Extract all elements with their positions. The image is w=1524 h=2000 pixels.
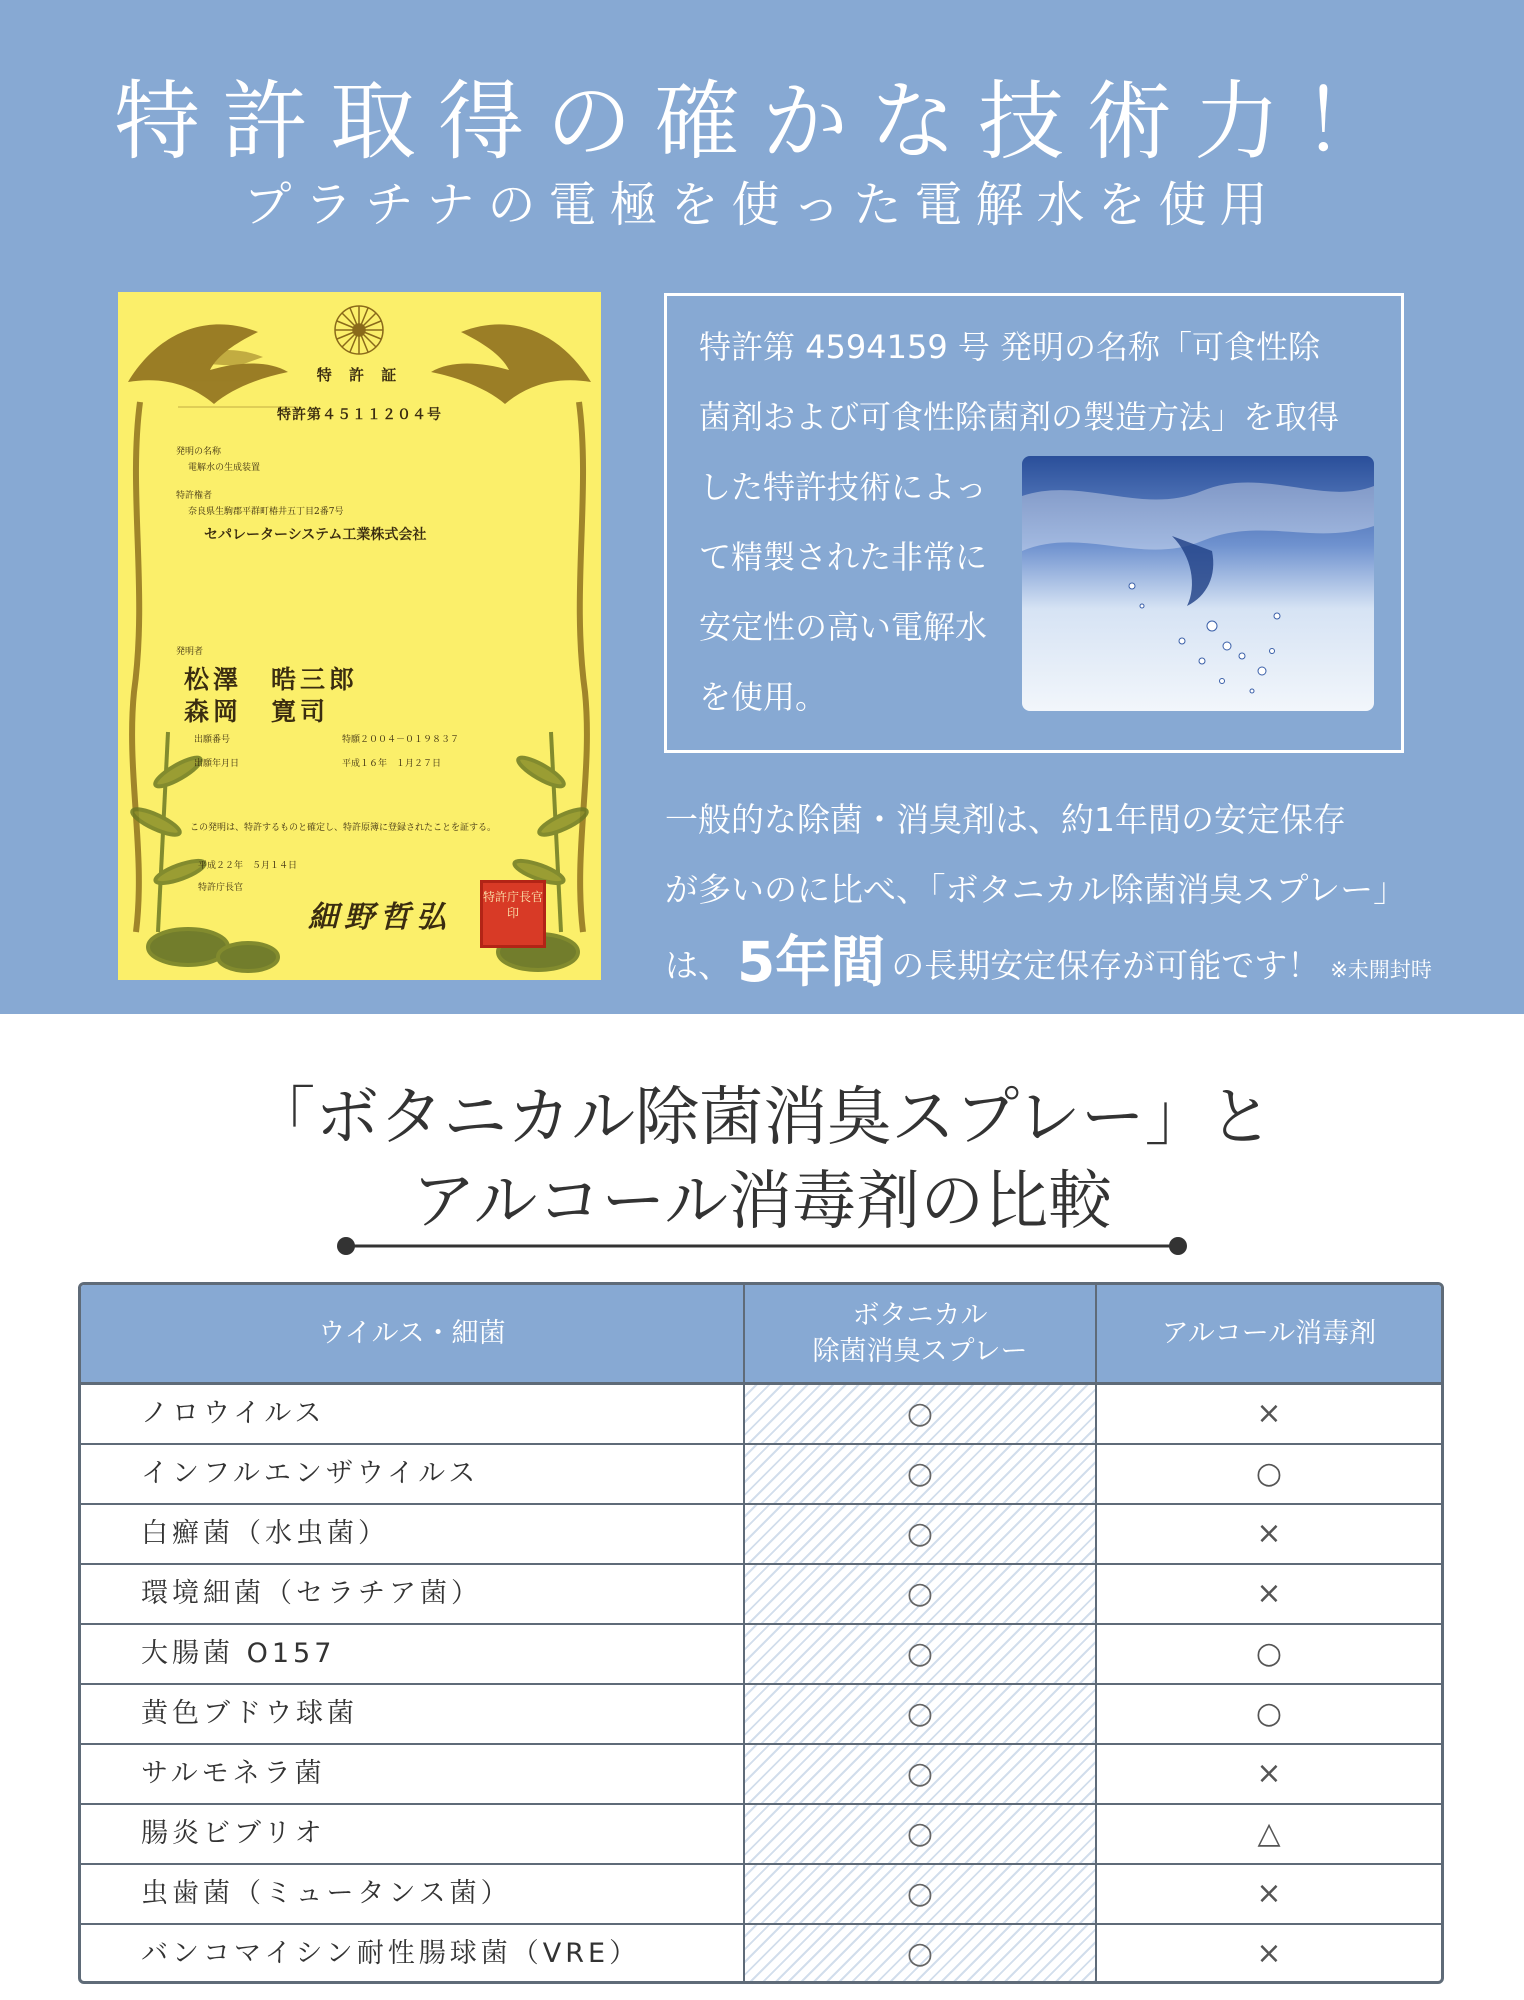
certificate-registration-date: 平成２２年 ５月１４日 <box>198 861 298 871</box>
row-botanical-result: ○ <box>745 1505 1095 1563</box>
certificate-application-number: 特願２００４－０１９８３７ <box>342 735 460 745</box>
row-organism: 黄色ブドウ球菌 <box>141 1698 358 1729</box>
row-organism: 虫歯菌（ミュータンス菌） <box>141 1878 512 1909</box>
row-alcohol-result: ○ <box>1255 1696 1283 1731</box>
row-botanical-result: ○ <box>745 1925 1095 1983</box>
certificate-invention: 電解水の生成装置 <box>188 463 261 473</box>
header-botanical-line-1: ボタニカル <box>852 1299 988 1331</box>
row-alcohol-result: × <box>1256 1936 1282 1971</box>
row-botanical-result: ○ <box>745 1625 1095 1683</box>
table-row <box>81 1745 1441 1805</box>
row-organism: 大腸菌 O157 <box>141 1638 336 1669</box>
certificate-title: 特 許 証 <box>316 366 403 384</box>
comparison-title-line-2: アルコール消毒剤の比較 <box>411 1165 1113 1239</box>
statement-suffix: の長期安定保存が可能です！ <box>891 946 1321 985</box>
table-row <box>81 1685 1441 1745</box>
certificate-company: セパレーターシステム工業株式会社 <box>204 527 427 543</box>
certificate-seal: 特許庁長官印 <box>480 880 546 948</box>
row-botanical-result: ○ <box>745 1805 1095 1863</box>
patent-info-box <box>664 293 1404 753</box>
row-alcohol-result: × <box>1256 1876 1282 1911</box>
table-row <box>81 1805 1441 1865</box>
row-alcohol-result: × <box>1256 1576 1282 1611</box>
certificate-inventor-1: 松澤 晧三郎 <box>184 665 359 694</box>
row-organism: 白癬菌（水虫菌） <box>141 1518 389 1549</box>
row-alcohol-result: △ <box>1257 1816 1281 1851</box>
row-botanical-result: ○ <box>745 1685 1095 1743</box>
row-organism: ノロウイルス <box>141 1398 326 1429</box>
info-line-3: した特許技術によっ <box>699 468 988 506</box>
table-header <box>81 1285 1441 1385</box>
row-organism: 腸炎ビブリオ <box>141 1818 326 1849</box>
row-botanical-result: ○ <box>745 1745 1095 1803</box>
row-alcohol-result: × <box>1256 1756 1282 1791</box>
row-botanical-result: ○ <box>745 1565 1095 1623</box>
table-row <box>81 1505 1441 1565</box>
row-organism: バンコマイシン耐性腸球菌（VRE） <box>141 1938 641 1969</box>
certificate-statement: この発明は、特許するものと確定し、特許原簿に登録されたことを証する。 <box>190 823 497 833</box>
table-row <box>81 1625 1441 1685</box>
chrysanthemum-crest-icon <box>335 306 383 354</box>
row-alcohol-result: ○ <box>1255 1636 1283 1671</box>
comparison-table <box>78 1282 1444 1984</box>
row-alcohol-result: × <box>1256 1396 1282 1431</box>
certificate-invention-label: 発明の名称 <box>176 447 222 457</box>
certificate-inventor-label: 発明者 <box>176 647 204 657</box>
certificate-filing-date: 平成１６年 １月２７日 <box>342 759 442 769</box>
certificate-number: 特許第４５１１２０４号 <box>277 407 442 423</box>
table-row <box>81 1925 1441 1984</box>
five-years-highlight: 5年間 <box>737 930 886 994</box>
row-organism: インフルエンザウイルス <box>141 1458 480 1489</box>
table-row <box>81 1565 1441 1625</box>
header-botanical-line-2: 除菌消臭スプレー <box>812 1335 1028 1367</box>
certificate-office: 特許庁長官 <box>198 883 244 893</box>
certificate-signature: 細野哲弘 <box>308 900 452 935</box>
certificate-ornaments <box>118 292 601 980</box>
certificate-inventor-2: 森岡 寛司 <box>184 697 330 726</box>
certificate-filing-label: 出願年月日 <box>194 759 240 769</box>
statement-line-2: が多いのに比べ、「ボタニカル除菌消臭スプレー」 <box>665 870 1407 909</box>
info-line-2: 菌剤および可食性除菌剤の製造方法」を取得 <box>699 398 1340 436</box>
title-divider <box>336 1236 1188 1256</box>
row-alcohol-result: × <box>1256 1516 1282 1551</box>
hero-subtitle: プラチナの電極を使った電解水を使用 <box>243 177 1281 233</box>
info-line-4: て精製された非常に <box>699 538 988 576</box>
table-row <box>81 1385 1441 1445</box>
table-row <box>81 1865 1441 1925</box>
certificate-owner-label: 特許権者 <box>176 491 213 501</box>
patent-certificate-image <box>118 292 601 980</box>
header-virus-bacteria: ウイルス・細菌 <box>318 1317 506 1349</box>
row-botanical-result: ○ <box>745 1865 1095 1923</box>
certificate-application-label: 出願番号 <box>194 735 231 745</box>
header-alcohol: アルコール消毒剤 <box>1161 1317 1377 1349</box>
column-divider-1 <box>743 1285 745 1984</box>
row-organism: 環境細菌（セラチア菌） <box>141 1578 482 1609</box>
column-divider-2 <box>1095 1285 1097 1984</box>
row-botanical-result: ○ <box>745 1445 1095 1503</box>
statement-prefix: は、 <box>665 946 731 985</box>
row-organism: サルモネラ菌 <box>141 1758 326 1789</box>
info-line-6: を使用。 <box>699 678 828 716</box>
info-line-5: 安定性の高い電解水 <box>699 608 988 646</box>
statement-line-1: 一般的な除菌・消臭剤は、約1年間の安定保存 <box>665 800 1346 839</box>
certificate-address: 奈良県生駒郡平群町椿井五丁目2番7号 <box>188 507 344 517</box>
unopened-note: ※未開封時 <box>1330 958 1432 982</box>
row-alcohol-result: ○ <box>1255 1456 1283 1491</box>
info-line-1: 特許第 4594159 号 発明の名称「可食性除 <box>699 328 1321 366</box>
water-splash-image <box>1022 456 1374 711</box>
header-botanical-spray <box>745 1285 1095 1382</box>
hero-title: 特許取得の確かな技術力！ <box>114 72 1410 172</box>
row-botanical-result: ○ <box>745 1385 1095 1443</box>
table-row <box>81 1445 1441 1505</box>
comparison-title-line-1: 「ボタニカル除菌消臭スプレー」と <box>251 1081 1273 1155</box>
statement-line-3 <box>665 918 1432 997</box>
